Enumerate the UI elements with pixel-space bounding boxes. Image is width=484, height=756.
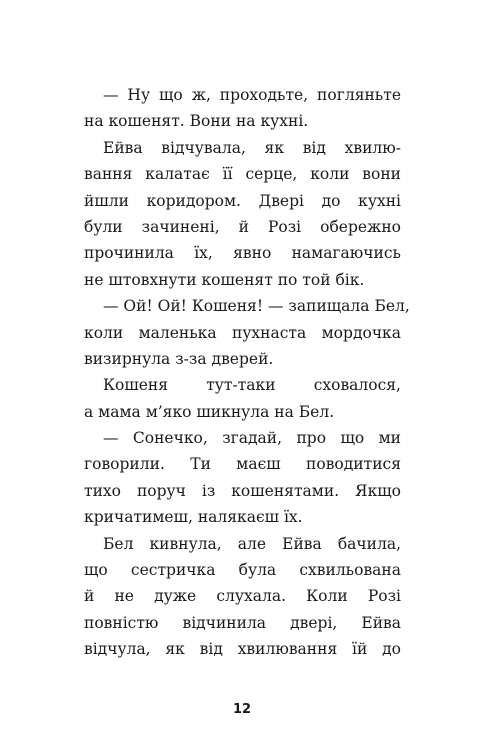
- text-line: — Ой! Ой! Кошеня! — запищала Бел,: [103, 297, 410, 316]
- text-line: коли маленька пухнаста мордочка: [84, 323, 401, 342]
- text-line: прочинила їх, явно намагаючись: [84, 244, 401, 263]
- page-number: 12: [232, 702, 252, 717]
- paragraph-1: [84, 82, 401, 135]
- paragraph-4: [84, 372, 401, 425]
- paragraph-2: [84, 135, 401, 293]
- text-line: кричатимеш, налякаєш їх.: [84, 508, 303, 527]
- text-line: повністю відчинила двері, Ейва: [84, 613, 401, 632]
- text-line: Ейва відчувала, як від хвилю-: [103, 138, 401, 157]
- text-line: тихо поруч із кошенятами. Якщо: [84, 481, 401, 500]
- text-line: були зачинені, й Розі обережно: [84, 217, 401, 236]
- text-line: говорили. Ти маєш поводитися: [84, 455, 401, 474]
- paragraph-6: [84, 531, 401, 663]
- text-line: що сестричка була схвильована: [84, 561, 401, 580]
- text-line: — Сонечко, згадай, про що ми: [103, 429, 401, 448]
- text-line: — Ну що ж, проходьте, погляньте: [103, 86, 401, 104]
- text-line: визирнула з-за дверей.: [84, 349, 274, 368]
- text-line: Бел кивнула, але Ейва бачила,: [103, 534, 401, 553]
- paragraph-3: [84, 293, 410, 372]
- text-line: відчула, як від хвилювання їй до: [84, 640, 401, 659]
- text-line: не штовхнути кошенят по той бік.: [84, 270, 365, 289]
- text-line: на кошенят. Вони на кухні.: [84, 112, 309, 131]
- paragraph-5: [84, 425, 401, 531]
- text-line: Кошеня тут-таки сховалося,: [103, 376, 401, 395]
- text-line: йшли коридором. Двері до кухні: [84, 191, 401, 210]
- text-line: а мама м’яко шикнула на Бел.: [84, 402, 335, 421]
- text-line: й не дуже слухала. Коли Розі: [84, 587, 401, 606]
- body-text: [84, 82, 410, 663]
- text-line: вання калатає її серце, коли вони: [84, 165, 401, 184]
